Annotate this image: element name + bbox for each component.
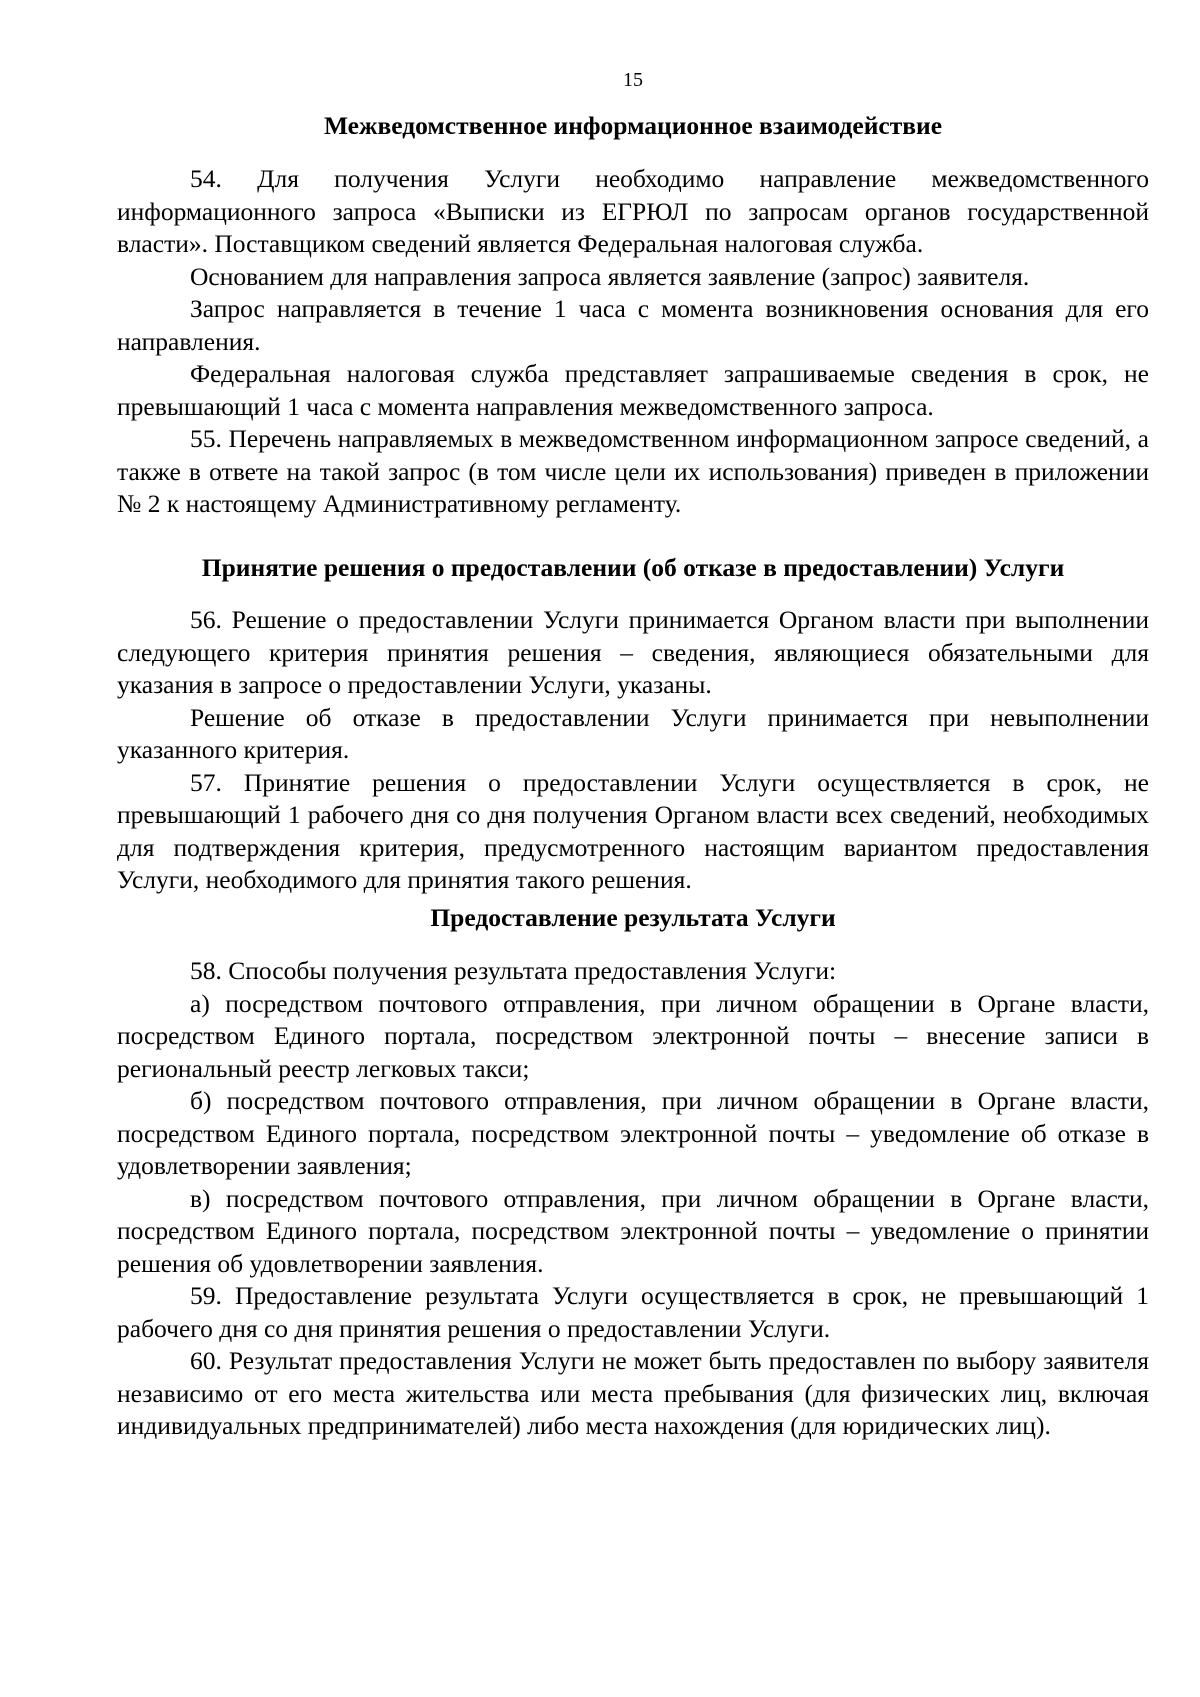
- paragraph-refusal: Решение об отказе в предоставлении Услуги принимается при невыполнении указанного критерия.: [117, 702, 1149, 764]
- section-body-interagency: [117, 163, 1149, 521]
- paragraph-57: 57. Принятие решения о предоставлении Услуги осуществляется в срок, не превышающий 1 рабочего дня со дня получения Органом власти всех сведений, необходимых для подтверждения критерия, предусмотренного настоящим вариантом предоставления Услуги, необходимого для принятия такого решения.: [117, 767, 1149, 894]
- paragraph-basis: Основанием для направления запроса является заявление (запрос) заявителя.: [190, 261, 1030, 291]
- paragraph-58-b: б) посредством почтового отправления, при личном обращении в Органе власти, посредством Единого портала, посредством электронной почты – уведомление об отказе в удовлетворении заявления;: [117, 1086, 1149, 1180]
- section-heading-result: Предоставление результата Услуги: [430, 903, 836, 932]
- paragraph-60: 60. Результат предоставления Услуги не может быть предоставлен по выбору заявителя независимо от его места жительства или места пребывания (для физических лиц, включая индивидуальных предпринимателей) либо места нахождения (для юридических лиц).: [117, 1346, 1149, 1440]
- section-body-result: [117, 955, 1149, 1443]
- page-number: 15: [623, 69, 643, 91]
- paragraph-request-timing: Запрос направляется в течение 1 часа с момента возникновения основания для его направления.: [117, 294, 1149, 356]
- paragraph-tax-service: Федеральная налоговая служба представляет запрашиваемые сведения в срок, не превышающий 1 часа с момента направления межведомственного запроса.: [117, 359, 1149, 421]
- section-heading-decision: Принятие решения о предоставлении (об отказе в предоставлении) Услуги: [201, 553, 1065, 582]
- paragraph-56: 56. Решение о предоставлении Услуги принимается Органом власти при выполнении следующего критерия принятия решения – сведения, являющиеся обязательными для указания в запросе о предоставлении Услуги, указаны.: [117, 605, 1149, 699]
- paragraph-59: 59. Предоставление результата Услуги осуществляется в срок, не превышающий 1 рабочего дня со дня принятия решения о предоставлении Услуги.: [117, 1281, 1149, 1343]
- section-heading-interagency: Межведомственное информационное взаимодействие: [323, 111, 943, 140]
- paragraph-58-v: в) посредством почтового отправления, при личном обращении в Органе власти, посредством Единого портала, посредством электронной почты – уведомление о принятии решения об удовлетворении заявления.: [117, 1183, 1149, 1278]
- paragraph-58: 58. Способы получения результата предоставления Услуги:: [190, 956, 837, 985]
- paragraph-55: 55. Перечень направляемых в межведомственном информационном запросе сведений, а также в ответе на такой запрос (в том числе цели их использования) приведен в приложении № 2 к настоящему Административному регламенту.: [117, 424, 1149, 518]
- paragraph-54: 54. Для получения Услуги необходимо направление межведомственного информационного запроса «Выписки из ЕГРЮЛ по запросам органов государственной власти». Поставщиком сведений является Федеральная налоговая служба.: [117, 164, 1149, 258]
- section-body-decision: [117, 604, 1149, 897]
- paragraph-58-a: а) посредством почтового отправления, при личном обращении в Органе власти, посредством Единого портала, посредством электронной почты – внесение записи в региональный реестр легковых такси;: [117, 988, 1149, 1083]
